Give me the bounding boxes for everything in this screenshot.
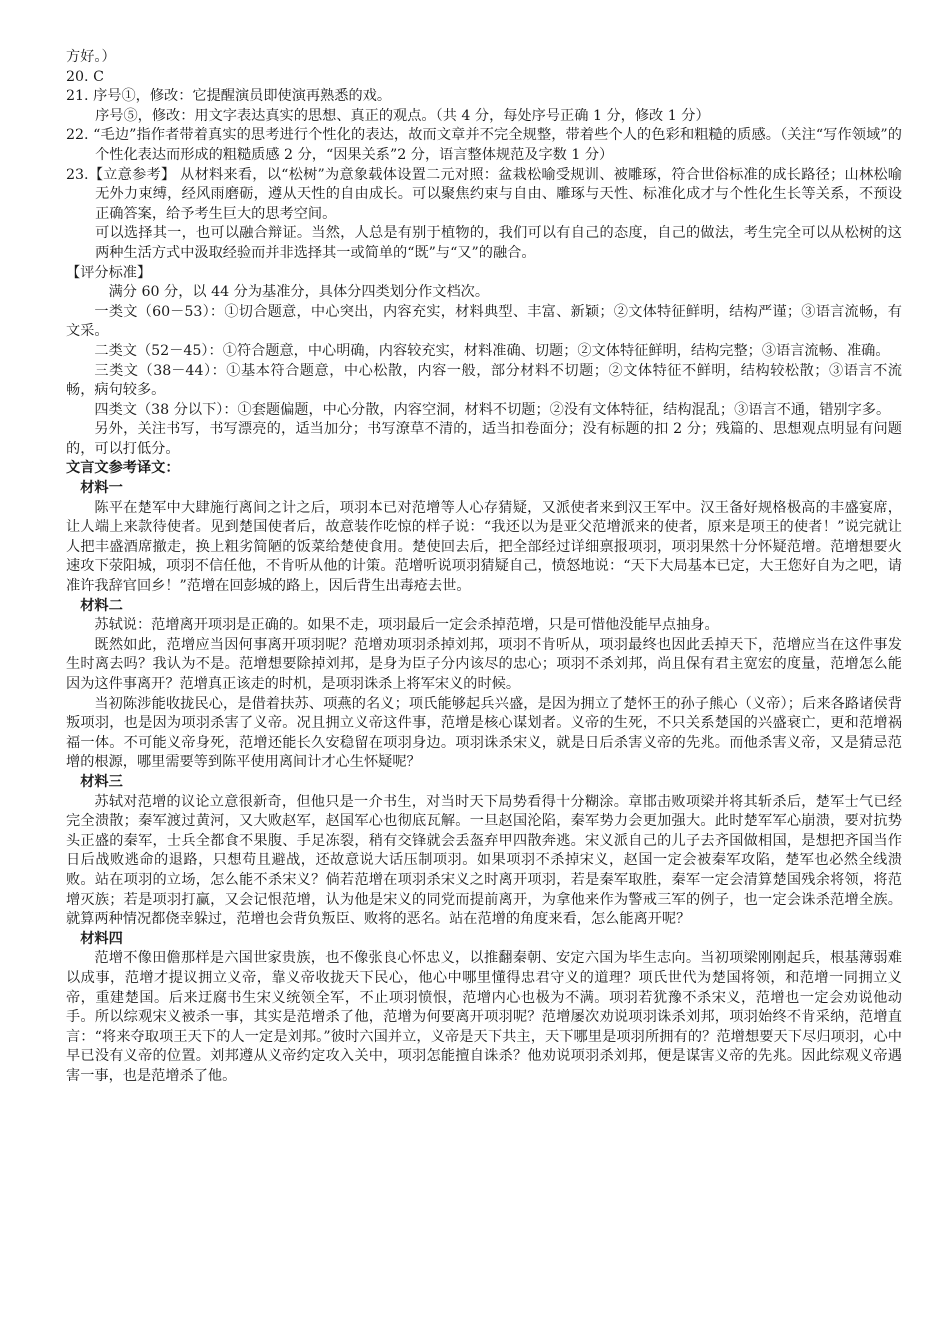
answer-21-item-2: 序号⑤，修改：用文字表达真实的思想、真正的观点。（共 4 分，每处序号正确 1 分，修改 1 分） bbox=[95, 107, 710, 124]
rubric-class-3: 三类文（38－44）：①基本符合题意，中心松散，内容一般，部分材料不切题；②文体特征不鲜明，结构较松散；③语言不流畅，病句较多。 bbox=[66, 362, 902, 399]
material-2-paragraph-2: 既然如此，范增应当因何事离开项羽呢？范增劝项羽杀掉刘邦，项羽不肯听从，项羽最终也因此丢掉天下，范增应当在这件事发生时离去吗？我认为不是。范增想要除掉刘邦，是身为臣子分内该尽的忠心；项羽不杀刘邦，尚且保有君主宽宏的度量，范增怎么能因为这件事离开？范增真正该走的时机，是项羽诛杀上将军宋义的时候。 bbox=[66, 636, 902, 692]
material-2-paragraph-1: 苏轼说：范增离开项羽是正确的。如果不走，项羽最后一定会杀掉范增，只是可惜他没能早点抽身。 bbox=[94, 617, 719, 634]
answer-20: 20. C bbox=[66, 68, 104, 85]
answer-23-intent: 23.【立意参考】 从材料来看，以“松树”为意象载体设置二元对照：盆栽松喻受规训、被雕琢，符合世俗标准的成长路径；山林松喻无外力束缚，经风雨磨砺，遵从天性的自由成长。可以聚焦约束与自由、雕琢与天性、标准化成才与个性化生长等关系，不预设正确答案，给予考生巨大的思考空间。 bbox=[66, 166, 902, 222]
rubric-intro: 满分 60 分，以 44 分为基准分，具体分四类划分作文档次。 bbox=[108, 284, 490, 301]
material-3-title: 材料三 bbox=[80, 773, 123, 790]
material-4-paragraph: 范增不像田儋那样是六国世家贵族，也不像张良心怀忠义，以推翻秦朝、安定六国为毕生志向。当初项梁刚刚起兵，根基薄弱难以成事，范增才提议拥立义帝，靠义帝收拢天下民心，他心中哪里懂得忠君守义的道理？项氏世代为楚国将领，和范增一同拥立义帝，重建楚国。后来迂腐书生宋义统领全军，不止项羽愤恨，范增内心也极为不满。项羽若犹豫不杀宋义，范增也一定会劝说他动手。所以综观宋义被杀一事，其实是范增杀了他，范增为何要离开项羽呢？范增屡次劝说项羽诛杀刘邦，项羽始终不肯采纳，范增直言：“将来夺取项王天下的人一定是刘邦。”彼时六国并立，义帝是天下共主，天下哪里是项羽所拥有的？范增想要天下尽归项羽，心中早已没有义帝的位置。刘邦遵从义帝约定攻入关中，项羽怎能擅自诛杀？他劝说项羽杀刘邦，便是谋害义帝的先兆。因此综观义帝遇害一事，也是范增杀了他。 bbox=[66, 950, 902, 1084]
material-2-paragraph-3: 当初陈涉能收拢民心，是借着扶苏、项燕的名义；项氏能够起兵兴盛，是因为拥立了楚怀王的孙子熊心（义帝）；后来各路诸侯背叛项羽，也是因为项羽杀害了义帝。况且拥立义帝这件事，范增是核心谋划者。义帝的生死，不只关系楚国的兴盛衰亡，更和范增祸福一体。不可能义帝身死，范增还能长久安稳留在项羽身边。项羽诛杀宋义，就是日后杀害义帝的先兆。而他杀害义帝，又是猜忌范增的根源，哪里需要等到陈平使用离间计才心生怀疑呢？ bbox=[66, 695, 902, 771]
material-1-title: 材料一 bbox=[80, 480, 123, 497]
material-1-paragraph: 陈平在楚军中大肆施行离间之计之后，项羽本已对范增等人心存猜疑，又派使者来到汉王军中。汉王备好规格极高的丰盛宴席，让人端上来款待使者。见到楚国使者后，故意装作吃惊的样子说：“我还以为是亚父范增派来的使者，原来是项王的使者！”说完就让人把丰盛酒席撤走，换上粗劣简陋的饭菜给楚使食用。楚使回去后，把全部经过详细禀报项羽，项羽果然十分怀疑范增。范增想要火速攻下荥阳城，项羽不信任他，不肯听从他的计策。范增听说项羽猜疑自己，愤怒地说：“天下大局基本已定，大王您好自为之吧，请准许我辞官回乡！”范增在回彭城的路上，因后背生出毒疮去世。 bbox=[66, 499, 902, 595]
rubric-class-4: 四类文（38 分以下）：①套题偏题，中心分散，内容空洞，材料不切题；②没有文体特征，结构混乱；③语言不通，错别字多。 bbox=[94, 401, 891, 418]
answer-22: 22. “毛边”指作者带着真实的思考进行个性化的表达，故而文章并不完全规整，带着些个人的色彩和粗糙的质感。（关注“写作领域”的个性化表达而形成的粗糙质感 2 分，“因果关系”2 分，语言整体规范及字数 1 分） bbox=[66, 127, 902, 163]
answer-23-intent-continued: 可以选择其一，也可以融合辩证。当然，人总是有别于植物的，我们可以有自己的态度，自己的做法，考生完全可以从松树的这两种生活方式中汲取经验而并非选择其一或简单的“既”与“又”的融合。 bbox=[95, 225, 902, 261]
material-3-paragraph: 苏轼对范增的议论立意很新奇，但他只是一介书生，对当时天下局势看得十分糊涂。章邯击败项梁并将其斩杀后，楚军士气已经完全溃散；秦军渡过黄河，又大败赵军，赵国军心也彻底瓦解。一旦赵国沦陷，秦军势力会更加强大。此时楚军军心崩溃，要对抗势头正盛的秦军，士兵全都食不果腹、手足冻裂，稍有交锋就会丢盔弃甲四散奔逃。宋义派自己的儿子去齐国做相国，是想把齐国当作日后战败逃命的退路，只想苟且避战，还故意说大话压制项羽。如果项羽不杀掉宋义，赵国一定会被秦军攻陷，楚军也必然全线溃败。站在项羽的立场，怎么能不杀宋义？倘若范增在项羽杀宋义之时离开项羽，若是秦军取胜，秦军一定会清算楚国残余将领，将范增灭族；若是项羽打赢，又会记恨范增，认为他是宋义的同党而提前离开，为拿他来作为警戒三军的例子，也一定会诛杀范增全族。就算两种情况都侥幸躲过，范增也会背负叛臣、败将的恶名。站在范增的角度来看，怎么能离开呢？ bbox=[66, 793, 902, 928]
rubric-class-2: 二类文（52－45）：①符合题意，中心明确，内容较充实，材料准确、切题；②文体特征鲜明，结构完整；③语言流畅、准确。 bbox=[94, 342, 890, 359]
translation-heading: 文言文参考译文： bbox=[66, 460, 180, 477]
rubric-extra: 另外，关注书写，书写漂亮的，适当加分；书写潦草不清的，适当扣卷面分；没有标题的扣 2 分；残篇的、思想观点明显有问题的，可以打低分。 bbox=[66, 421, 902, 457]
answer-21-item-1: 21. 序号①，修改：它提醒演员即使演再熟悉的戏。 bbox=[66, 88, 392, 105]
rubric-title: 【评分标准】 bbox=[66, 264, 152, 281]
rubric-class-1: 一类文（60－53）：①切合题意，中心突出，内容充实，材料典型、丰富、新颖；②文体特征鲜明，结构严谨；③语言流畅，有文采。 bbox=[66, 303, 902, 340]
material-4-title: 材料四 bbox=[80, 930, 123, 947]
material-2-title: 材料二 bbox=[80, 597, 123, 614]
continued-line: 方好。） bbox=[66, 49, 116, 65]
